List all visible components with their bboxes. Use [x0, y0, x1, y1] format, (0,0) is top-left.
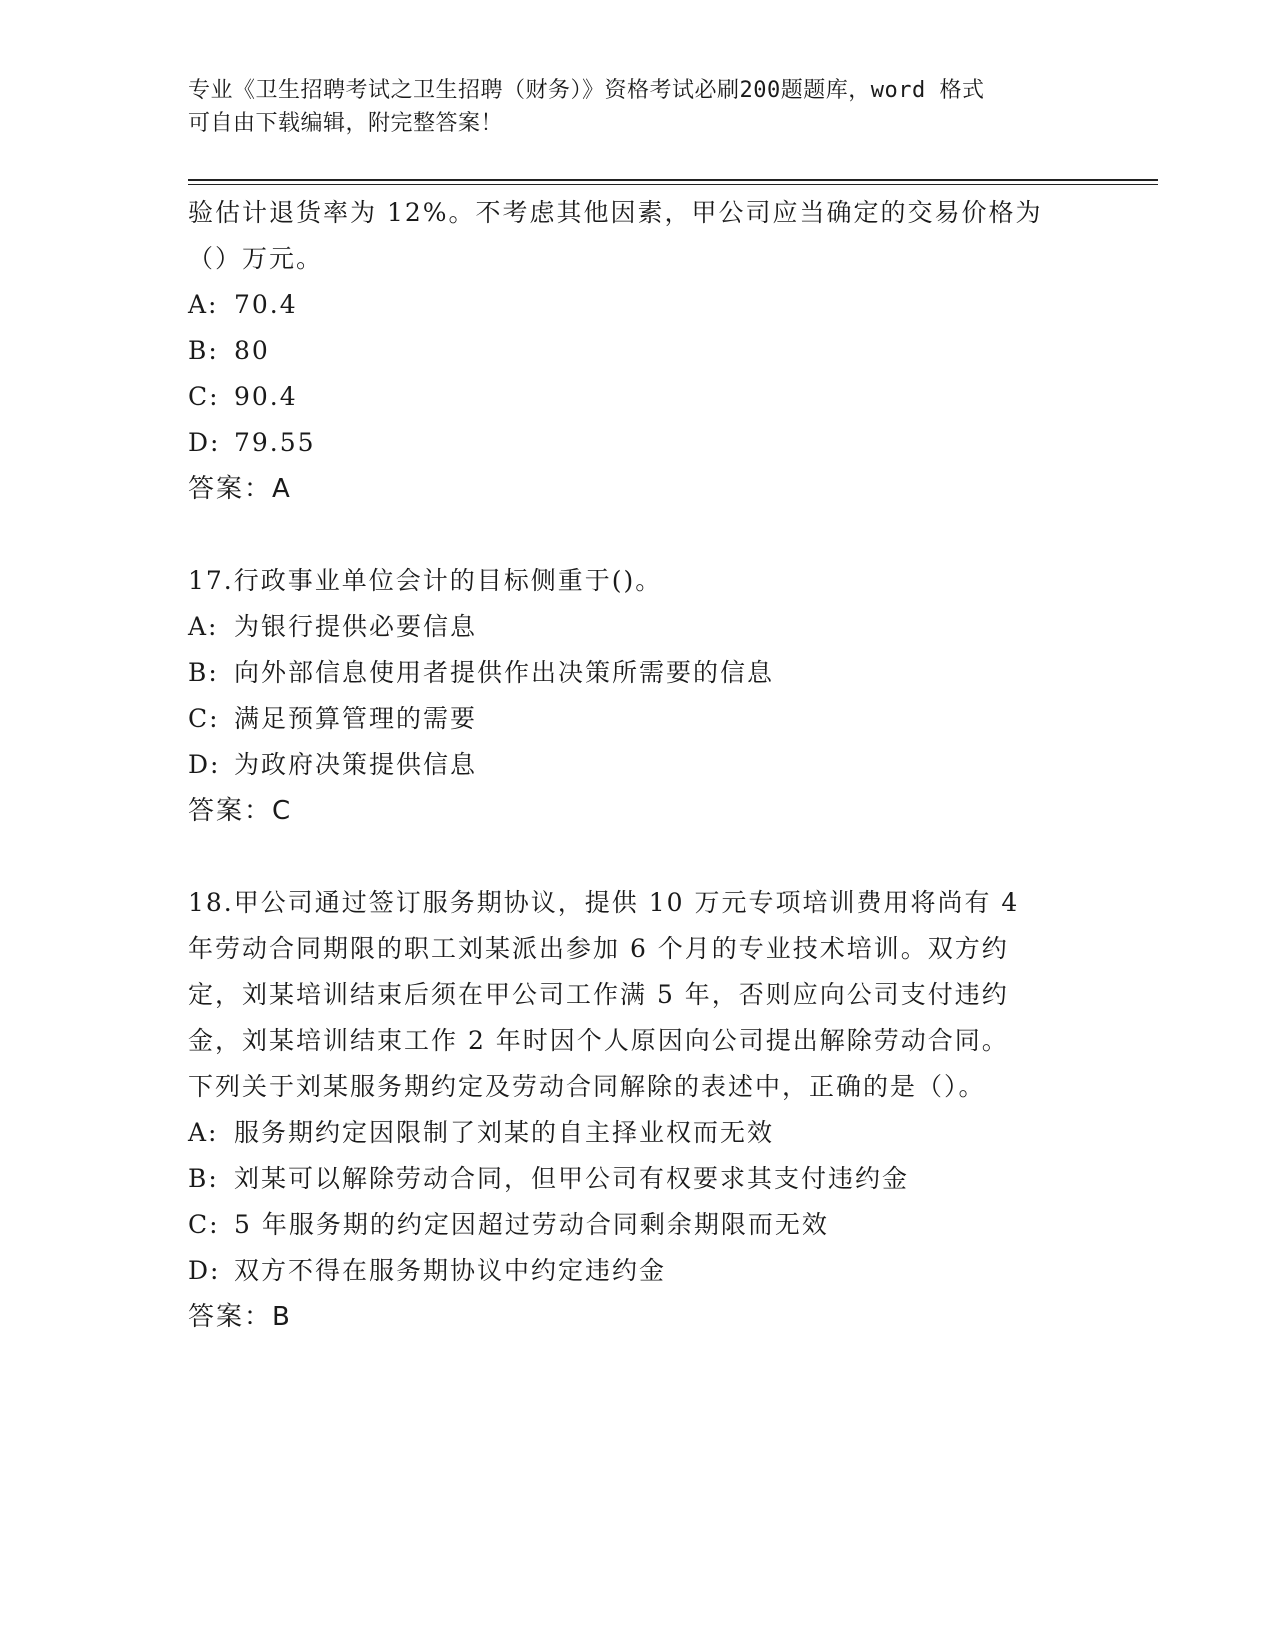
question-text-line: （）万元。	[188, 244, 324, 273]
answer: 答案：B	[188, 1302, 292, 1332]
option-key: C:	[188, 1210, 220, 1239]
header-title-line-2: 可自由下载编辑，附完整答案！	[188, 111, 504, 136]
option-b	[188, 328, 1088, 374]
option-text: 90.4	[234, 382, 298, 411]
question-text-line: 18.甲公司通过签订服务期协议，提供 10 万元专项培训费用将尚有 4	[188, 888, 1020, 917]
answer: 答案：C	[188, 796, 293, 826]
option-a	[188, 604, 1088, 650]
option-d	[188, 742, 1088, 788]
option-d	[188, 420, 1088, 466]
option-key: A:	[188, 1118, 219, 1147]
question-text-line: 验估计退货率为 12%。不考虑其他因素，甲公司应当确定的交易价格为	[188, 198, 1043, 227]
option-key: B:	[188, 658, 219, 687]
option-text: 满足预算管理的需要	[234, 704, 478, 733]
question-text-line: 定，刘某培训结束后须在甲公司工作满 5 年，否则应向公司支付违约	[188, 980, 1009, 1009]
option-text: 向外部信息使用者提供作出决策所需要的信息	[234, 658, 775, 687]
spacer	[188, 512, 1088, 558]
option-key: C:	[188, 382, 220, 411]
question-17	[188, 558, 1088, 834]
option-c	[188, 696, 1088, 742]
question-text-line: 17.行政事业单位会计的目标侧重于()。	[188, 566, 663, 595]
option-key: B:	[188, 336, 219, 365]
option-a	[188, 1110, 1088, 1156]
option-text: 79.55	[234, 428, 316, 457]
document-header	[188, 74, 1088, 140]
question-16	[188, 190, 1088, 512]
answer: 答案：A	[188, 474, 292, 504]
option-text: 70.4	[234, 290, 298, 319]
header-title-line-1: 专业《卫生招聘考试之卫生招聘（财务）》资格考试必刷200题题库，word 格式	[188, 78, 985, 103]
option-b	[188, 1156, 1088, 1202]
question-text-line: 年劳动合同期限的职工刘某派出参加 6 个月的专业技术培训。双方约	[188, 934, 1009, 963]
option-key: D:	[188, 428, 221, 457]
option-text: 刘某可以解除劳动合同，但甲公司有权要求其支付违约金	[234, 1164, 910, 1193]
option-d	[188, 1248, 1088, 1294]
spacer	[188, 834, 1088, 880]
option-a	[188, 282, 1088, 328]
option-key: A:	[188, 612, 219, 641]
option-text: 服务期约定因限制了刘某的自主择业权而无效	[234, 1118, 775, 1147]
option-key: D:	[188, 1256, 221, 1285]
option-text: 为政府决策提供信息	[234, 750, 478, 779]
header-divider-thick	[188, 179, 1158, 181]
question-content	[188, 190, 1088, 1340]
question-text-line: 金，刘某培训结束工作 2 年时因个人原因向公司提出解除劳动合同。	[188, 1026, 1009, 1055]
option-key: B:	[188, 1164, 219, 1193]
option-text: 80	[234, 336, 270, 365]
option-b	[188, 650, 1088, 696]
question-18	[188, 880, 1088, 1340]
option-text: 5 年服务期的约定因超过劳动合同剩余期限而无效	[234, 1210, 829, 1239]
header-divider-thin	[188, 184, 1158, 185]
question-text-line: 下列关于刘某服务期约定及劳动合同解除的表述中，正确的是（）。	[188, 1072, 986, 1101]
option-text: 双方不得在服务期协议中约定违约金	[234, 1256, 667, 1285]
option-key: C:	[188, 704, 220, 733]
option-key: A:	[188, 290, 219, 319]
option-c	[188, 374, 1088, 420]
option-text: 为银行提供必要信息	[234, 612, 478, 641]
option-key: D:	[188, 750, 221, 779]
option-c	[188, 1202, 1088, 1248]
